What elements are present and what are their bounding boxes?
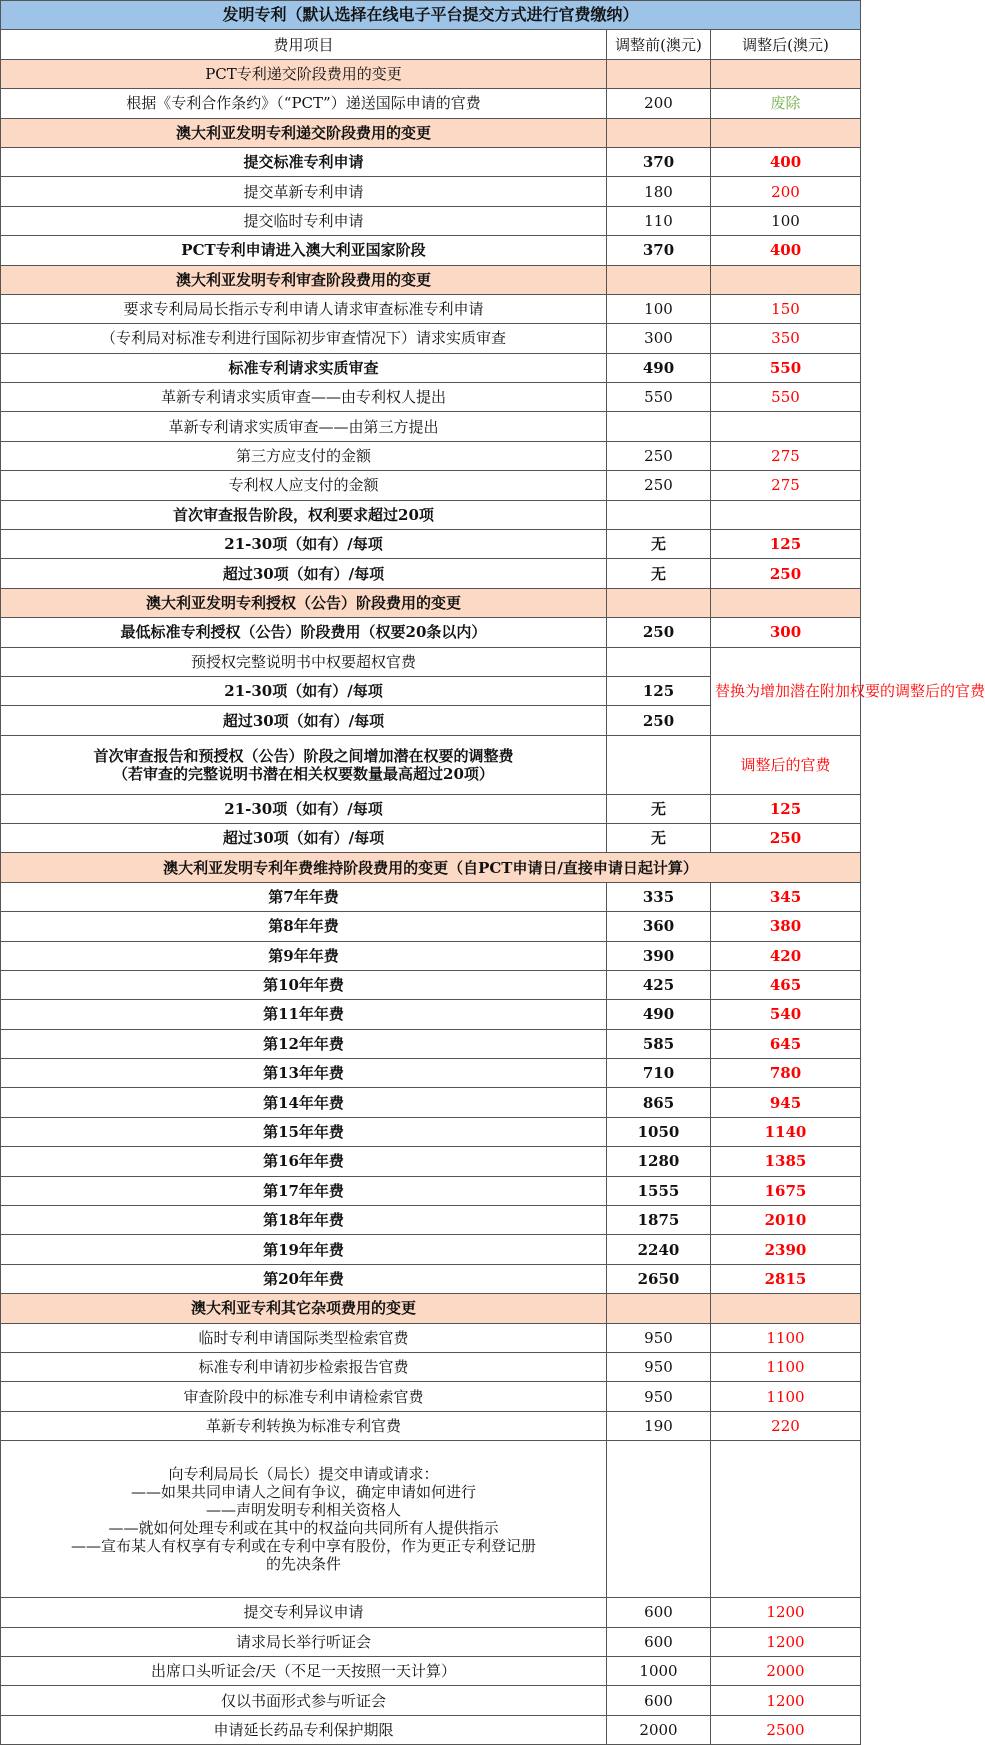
fee-before: 190 bbox=[607, 1411, 711, 1440]
fee-item: 第18年年费 bbox=[1, 1206, 607, 1235]
fee-before: 710 bbox=[607, 1059, 711, 1088]
fee-before: 1050 bbox=[607, 1117, 711, 1146]
table-row bbox=[1, 1352, 861, 1381]
fee-after: 废除 bbox=[711, 89, 861, 118]
table-row bbox=[1, 970, 861, 999]
fee-item: 第12年年费 bbox=[1, 1029, 607, 1058]
fee-before: 490 bbox=[607, 1000, 711, 1029]
fee-before: 370 bbox=[607, 236, 711, 265]
fee-after: 150 bbox=[711, 294, 861, 323]
fee-before: 585 bbox=[607, 1029, 711, 1058]
fee-item: 第15年年费 bbox=[1, 1117, 607, 1146]
fee-item: 请求局长举行听证会 bbox=[1, 1627, 607, 1656]
replacement-note: 替换为增加潜在附加权要的调整后的官费 bbox=[711, 647, 861, 735]
fee-before: 425 bbox=[607, 970, 711, 999]
fee-after: 645 bbox=[711, 1029, 861, 1058]
table-row bbox=[1, 1000, 861, 1029]
table-row bbox=[1, 912, 861, 941]
fee-before: 无 bbox=[607, 559, 711, 588]
commissioner-request-item bbox=[1, 1441, 607, 1598]
fee-item: 审查阶段中的标准专利申请检索官费 bbox=[1, 1382, 607, 1411]
header-after: 调整后(澳元) bbox=[711, 30, 861, 59]
fee-before: 250 bbox=[607, 441, 711, 470]
section-header bbox=[1, 1294, 861, 1323]
fee-after: 400 bbox=[711, 147, 861, 176]
table-row bbox=[1, 941, 861, 970]
fee-before: 360 bbox=[607, 912, 711, 941]
table-row bbox=[1, 1206, 861, 1235]
fee-after: 380 bbox=[711, 912, 861, 941]
fee-item: 申请延长药品专利保护期限 bbox=[1, 1715, 607, 1744]
table-row bbox=[1, 1686, 861, 1715]
fee-item: 第8年年费 bbox=[1, 912, 607, 941]
table-row bbox=[1, 353, 861, 382]
fee-after: 250 bbox=[711, 559, 861, 588]
fee-item: 提交临时专利申请 bbox=[1, 206, 607, 235]
fee-item: 出席口头听证会/天（不足一天按照一天计算） bbox=[1, 1656, 607, 1685]
fee-before: 2650 bbox=[607, 1264, 711, 1293]
fee-item: 最低标准专利授权（公告）阶段费用（权要20条以内） bbox=[1, 618, 607, 647]
fee-before: 950 bbox=[607, 1382, 711, 1411]
fee-item: 提交革新专利申请 bbox=[1, 177, 607, 206]
section-header bbox=[1, 118, 861, 147]
fee-before: 600 bbox=[607, 1686, 711, 1715]
fee-after: 1100 bbox=[711, 1323, 861, 1352]
fee-before: 1000 bbox=[607, 1656, 711, 1685]
fee-after: 100 bbox=[711, 206, 861, 235]
fee-item: （专利局对标准专利进行国际初步审查情况下）请求实质审查 bbox=[1, 324, 607, 353]
table-row bbox=[1, 1627, 861, 1656]
fee-after: 1200 bbox=[711, 1686, 861, 1715]
fee-after: 275 bbox=[711, 471, 861, 500]
fee-after: 1385 bbox=[711, 1147, 861, 1176]
fee-after: 2010 bbox=[711, 1206, 861, 1235]
table-title-row bbox=[1, 1, 861, 30]
fee-before: 250 bbox=[607, 706, 711, 735]
fee-before: 2240 bbox=[607, 1235, 711, 1264]
section-title: 澳大利亚发明专利递交阶段费用的变更 bbox=[1, 118, 607, 147]
section-title: 澳大利亚发明专利授权（公告）阶段费用的变更 bbox=[1, 588, 607, 617]
fee-after: 1675 bbox=[711, 1176, 861, 1205]
fee-after: 2000 bbox=[711, 1656, 861, 1685]
fee-item: 要求专利局局长指示专利申请人请求审查标准专利申请 bbox=[1, 294, 607, 323]
fee-before: 无 bbox=[607, 530, 711, 559]
table-row bbox=[1, 735, 861, 794]
fee-after: 945 bbox=[711, 1088, 861, 1117]
table-row bbox=[1, 89, 861, 118]
fee-after: 200 bbox=[711, 177, 861, 206]
fee-before: 600 bbox=[607, 1598, 711, 1627]
table-row bbox=[1, 177, 861, 206]
fee-after: 1200 bbox=[711, 1627, 861, 1656]
fee-after: 420 bbox=[711, 941, 861, 970]
fee-before: 100 bbox=[607, 294, 711, 323]
table-row bbox=[1, 647, 861, 676]
fee-item: 首次审查报告阶段，权利要求超过20项 bbox=[1, 500, 607, 529]
fee-item: 21-30项（如有）/每项 bbox=[1, 676, 607, 705]
fee-before: 1280 bbox=[607, 1147, 711, 1176]
fee-before: 950 bbox=[607, 1352, 711, 1381]
fee-item: 根据《专利合作条约》（“PCT”）递送国际申请的官费 bbox=[1, 89, 607, 118]
table-row bbox=[1, 1088, 861, 1117]
fee-item: 第20年年费 bbox=[1, 1264, 607, 1293]
table-row bbox=[1, 823, 861, 852]
fee-after: 125 bbox=[711, 530, 861, 559]
fee-item: 第三方应支付的金额 bbox=[1, 441, 607, 470]
fee-before: 无 bbox=[607, 823, 711, 852]
fee-before: 110 bbox=[607, 206, 711, 235]
table-row bbox=[1, 1264, 861, 1293]
header-row bbox=[1, 30, 861, 59]
fee-before: 390 bbox=[607, 941, 711, 970]
table-row bbox=[1, 147, 861, 176]
fee-item: 仅以书面形式参与听证会 bbox=[1, 1686, 607, 1715]
table-row bbox=[1, 324, 861, 353]
fee-item: 标准专利申请初步检索报告官费 bbox=[1, 1352, 607, 1381]
fee-item: 第11年年费 bbox=[1, 1000, 607, 1029]
table-row bbox=[1, 530, 861, 559]
fee-before: 335 bbox=[607, 882, 711, 911]
section-header bbox=[1, 853, 861, 882]
fee-before: 550 bbox=[607, 383, 711, 412]
fee-before: 2000 bbox=[607, 1715, 711, 1744]
fee-before: 490 bbox=[607, 353, 711, 382]
fee-after: 780 bbox=[711, 1059, 861, 1088]
fee-item: 第17年年费 bbox=[1, 1176, 607, 1205]
adjustment-fee-line1: 首次审查报告和预授权（公告）阶段之间增加潜在权要的调整费 bbox=[93, 746, 514, 765]
fee-before: 1555 bbox=[607, 1176, 711, 1205]
fee-item: 提交标准专利申请 bbox=[1, 147, 607, 176]
header-before: 调整前(澳元) bbox=[607, 30, 711, 59]
fee-after: 220 bbox=[711, 1411, 861, 1440]
fee-item: PCT专利申请进入澳大利亚国家阶段 bbox=[1, 236, 607, 265]
fee-item: 第14年年费 bbox=[1, 1088, 607, 1117]
request-line: 向专利局局长（局长）提交申请或请求： bbox=[168, 1465, 439, 1484]
fee-after: 250 bbox=[711, 823, 861, 852]
table-row bbox=[1, 794, 861, 823]
table-row bbox=[1, 236, 861, 265]
fee-after: 465 bbox=[711, 970, 861, 999]
fee-after: 125 bbox=[711, 794, 861, 823]
table-row bbox=[1, 559, 861, 588]
request-line: 的先决条件 bbox=[265, 1555, 341, 1574]
fee-before: 300 bbox=[607, 324, 711, 353]
table-row bbox=[1, 1441, 861, 1598]
table-row bbox=[1, 618, 861, 647]
fee-after: 1100 bbox=[711, 1382, 861, 1411]
adjusted-fee-note: 调整后的官费 bbox=[711, 735, 861, 794]
fee-item: 临时专利申请国际类型检索官费 bbox=[1, 1323, 607, 1352]
fee-after: 1200 bbox=[711, 1598, 861, 1627]
fee-item: 提交专利异议申请 bbox=[1, 1598, 607, 1627]
fee-after: 550 bbox=[711, 383, 861, 412]
request-line: ——声明发明专利相关资格人 bbox=[205, 1501, 401, 1520]
fee-after: 2500 bbox=[711, 1715, 861, 1744]
section-title: 澳大利亚发明专利年费维持阶段费用的变更（自PCT申请日/直接申请日起计算） bbox=[1, 853, 861, 882]
fee-after: 275 bbox=[711, 441, 861, 470]
fee-after: 540 bbox=[711, 1000, 861, 1029]
fee-item: 预授权完整说明书中权要超权官费 bbox=[1, 647, 607, 676]
fee-item: 专利权人应支付的金额 bbox=[1, 471, 607, 500]
fee-item: 第7年年费 bbox=[1, 882, 607, 911]
table-row bbox=[1, 882, 861, 911]
fee-item: 标准专利请求实质审查 bbox=[1, 353, 607, 382]
table-row bbox=[1, 1029, 861, 1058]
table-row bbox=[1, 1598, 861, 1627]
fee-before: 125 bbox=[607, 676, 711, 705]
table-row bbox=[1, 294, 861, 323]
fee-after: 2815 bbox=[711, 1264, 861, 1293]
table-row bbox=[1, 1715, 861, 1744]
table-row bbox=[1, 471, 861, 500]
table-row bbox=[1, 1382, 861, 1411]
fee-item: 超过30项（如有）/每项 bbox=[1, 706, 607, 735]
table-row bbox=[1, 1147, 861, 1176]
fee-item: 第16年年费 bbox=[1, 1147, 607, 1176]
fee-item: 21-30项（如有）/每项 bbox=[1, 794, 607, 823]
adjustment-fee-line2: （若审查的完整说明书潜在相关权要数量最高超过20项） bbox=[113, 764, 494, 783]
fee-item: 超过30项（如有）/每项 bbox=[1, 559, 607, 588]
fee-item: 第10年年费 bbox=[1, 970, 607, 999]
fee-after: 550 bbox=[711, 353, 861, 382]
fee-before: 200 bbox=[607, 89, 711, 118]
fee-before: 600 bbox=[607, 1627, 711, 1656]
fee-after: 300 bbox=[711, 618, 861, 647]
section-title: 澳大利亚发明专利审查阶段费用的变更 bbox=[1, 265, 607, 294]
fee-item: 第13年年费 bbox=[1, 1059, 607, 1088]
table-row bbox=[1, 1176, 861, 1205]
fee-before: 950 bbox=[607, 1323, 711, 1352]
header-item: 费用项目 bbox=[1, 30, 607, 59]
fee-before: 865 bbox=[607, 1088, 711, 1117]
fee-item: 21-30项（如有）/每项 bbox=[1, 530, 607, 559]
table-row bbox=[1, 1656, 861, 1685]
table-row bbox=[1, 1323, 861, 1352]
fee-before: 370 bbox=[607, 147, 711, 176]
section-header bbox=[1, 588, 861, 617]
fee-before: 250 bbox=[607, 618, 711, 647]
fee-after: 345 bbox=[711, 882, 861, 911]
section-header bbox=[1, 59, 861, 88]
fee-item: 革新专利请求实质审查——由第三方提出 bbox=[1, 412, 607, 441]
request-line: ——如果共同申请人之间有争议，确定申请如何进行 bbox=[130, 1483, 476, 1502]
table-row bbox=[1, 412, 861, 441]
fee-before: 无 bbox=[607, 794, 711, 823]
adjustment-fee-item bbox=[1, 735, 607, 794]
table-row bbox=[1, 1117, 861, 1146]
fee-item: 革新专利转换为标准专利官费 bbox=[1, 1411, 607, 1440]
fee-before: 180 bbox=[607, 177, 711, 206]
fee-after: 1100 bbox=[711, 1352, 861, 1381]
fee-after: 350 bbox=[711, 324, 861, 353]
table-row bbox=[1, 500, 861, 529]
fee-item: 第19年年费 bbox=[1, 1235, 607, 1264]
section-title: PCT专利递交阶段费用的变更 bbox=[1, 59, 607, 88]
fee-after: 2390 bbox=[711, 1235, 861, 1264]
fee-item: 超过30项（如有）/每项 bbox=[1, 823, 607, 852]
section-header bbox=[1, 265, 861, 294]
section-title: 澳大利亚专利其它杂项费用的变更 bbox=[1, 1294, 607, 1323]
fee-item: 第9年年费 bbox=[1, 941, 607, 970]
request-line: ——就如何处理专利或在其中的权益向共同所有人提供指示 bbox=[108, 1519, 499, 1538]
table-row bbox=[1, 441, 861, 470]
fee-after: 400 bbox=[711, 236, 861, 265]
fee-item: 革新专利请求实质审查——由专利权人提出 bbox=[1, 383, 607, 412]
table-row bbox=[1, 383, 861, 412]
table-row bbox=[1, 1059, 861, 1088]
table-row bbox=[1, 1235, 861, 1264]
fee-before: 1875 bbox=[607, 1206, 711, 1235]
fee-before: 250 bbox=[607, 471, 711, 500]
table-title: 发明专利（默认选择在线电子平台提交方式进行官费缴纳） bbox=[1, 1, 861, 30]
table-row bbox=[1, 206, 861, 235]
request-line: ——宣布某人有权享有专利或在专利中享有股份，作为更正专利登记册 bbox=[70, 1537, 536, 1556]
fee-after: 1140 bbox=[711, 1117, 861, 1146]
table-row bbox=[1, 1411, 861, 1440]
